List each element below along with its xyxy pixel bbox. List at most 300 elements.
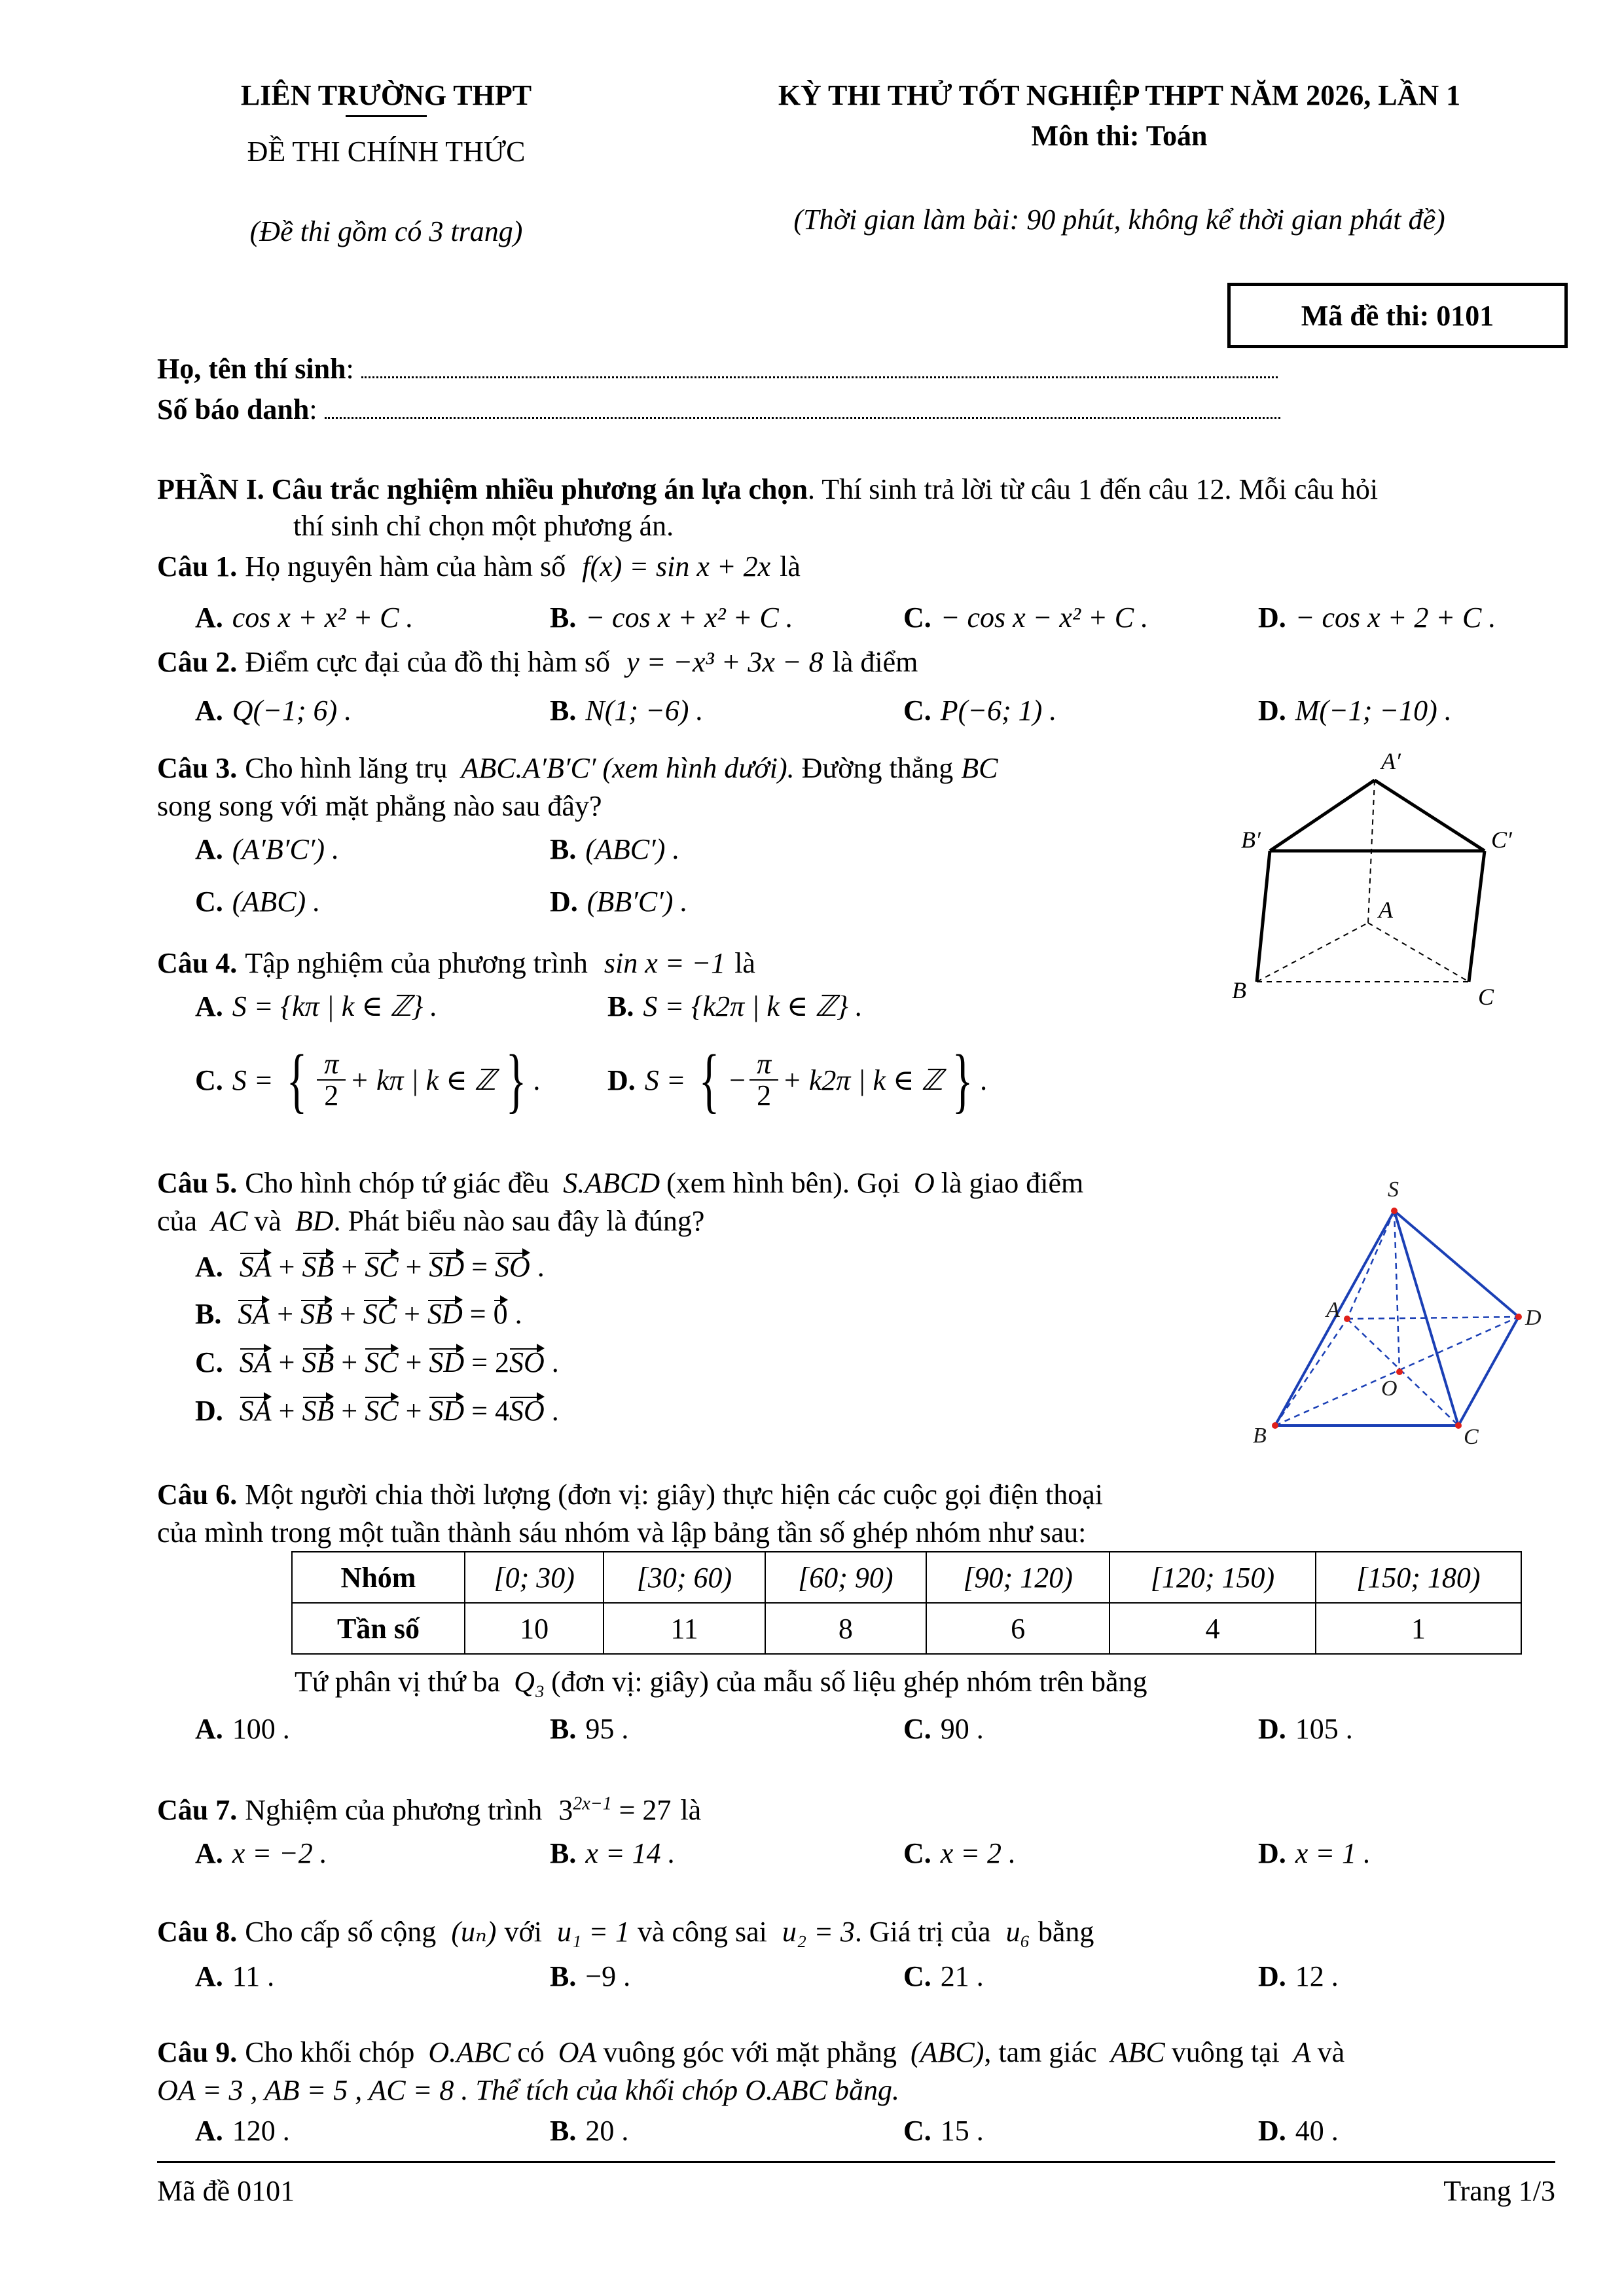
- q9-text: Cho khối chóp: [245, 2036, 415, 2068]
- q1-tail: là: [780, 550, 801, 583]
- option-label: B.: [550, 1837, 577, 1869]
- vector-sa: SA: [239, 1395, 272, 1427]
- q5-option-d[interactable]: [195, 1394, 559, 1427]
- option-label: C.: [195, 1346, 223, 1378]
- q9-expr4: ABC: [1110, 2036, 1165, 2068]
- q6-stem: [157, 1478, 1103, 1511]
- q9-expr: O.ABC: [428, 2036, 511, 2068]
- official-label: ĐỀ THI CHÍNH THỨC: [247, 135, 526, 168]
- plus: +: [404, 1298, 420, 1330]
- q7-stem: [157, 1793, 701, 1827]
- fraction-num: π: [757, 1047, 772, 1080]
- option-label: A.: [195, 601, 223, 634]
- vector-sb: SB: [302, 1346, 334, 1378]
- footer-divider: [157, 2161, 1555, 2163]
- option-text: − cos x + x² + C .: [585, 601, 793, 634]
- option-text: P(−6; 1) .: [940, 694, 1057, 726]
- edge-ab: [1257, 923, 1368, 982]
- q9-expr2: OA: [558, 2036, 597, 2068]
- fraction-num: π: [324, 1047, 339, 1080]
- dot: .: [551, 1346, 559, 1378]
- table-cell: 1: [1316, 1603, 1521, 1654]
- plus: +: [405, 1251, 422, 1283]
- option-text: 95 .: [585, 1713, 629, 1745]
- option-label: A.: [195, 990, 223, 1022]
- brace-close: }: [505, 1039, 526, 1120]
- q4-option-d[interactable]: [607, 1034, 987, 1126]
- table-header-frequency: Tần số: [292, 1603, 465, 1654]
- q5-text: Cho hình chóp tứ giác đều: [245, 1167, 550, 1199]
- q4-text: Tập nghiệm của phương trình: [245, 947, 588, 979]
- q8-option-a[interactable]: [195, 1960, 274, 1993]
- label-c: C: [1478, 984, 1494, 1010]
- q1-expr: f(x) = sin x + 2x: [582, 550, 771, 583]
- q8-text: Cho cấp số cộng: [245, 1916, 437, 1948]
- edge-so: [1394, 1211, 1399, 1372]
- q8-stem: [157, 1915, 1094, 1948]
- q8-text3: và công sai: [637, 1916, 767, 1948]
- label-b: B: [1253, 1424, 1267, 1448]
- q8-expr2: u₁ = 1: [556, 1916, 630, 1948]
- option-label: D.: [1258, 1960, 1286, 1992]
- edge-bb1: [1257, 851, 1270, 982]
- q4-tail: là: [734, 947, 755, 979]
- q9-tail: và: [1317, 2036, 1345, 2068]
- footer-code: Mã đề 0101: [157, 2175, 295, 2207]
- option-text: S =: [644, 1064, 686, 1096]
- brace-open: {: [699, 1039, 720, 1120]
- q5-expr2: O: [913, 1167, 935, 1199]
- vector-sb: SB: [302, 1395, 334, 1427]
- option-label: B.: [550, 601, 577, 634]
- plus: +: [277, 1298, 294, 1330]
- dot: .: [537, 1251, 545, 1283]
- q5-label: Câu 5.: [157, 1167, 238, 1199]
- option-text: N(1; −6) .: [585, 694, 704, 726]
- q5-line2d: BD: [295, 1205, 334, 1237]
- label-b1: B′: [1241, 827, 1261, 853]
- label-a1: A′: [1381, 748, 1401, 774]
- option-text: + k2π | k ∈ ℤ: [782, 1064, 943, 1096]
- q7-option-c[interactable]: [903, 1837, 1016, 1870]
- q5-stem: [157, 1166, 1083, 1200]
- vertex-c: [1455, 1422, 1462, 1429]
- q7-expr-rest: = 27: [619, 1794, 672, 1826]
- coefficient: 2: [495, 1346, 510, 1378]
- brace-close: }: [952, 1039, 973, 1120]
- q9-line2: OA = 3 , AB = 5 , AC = 8 . Thể tích của khối chóp O.ABC bằng.: [157, 2074, 899, 2106]
- q3-option-b[interactable]: [550, 833, 679, 866]
- option-text: −9 .: [585, 1960, 631, 1992]
- option-label: A.: [195, 2115, 223, 2147]
- option-label: D.: [1258, 1837, 1286, 1869]
- q8-option-c[interactable]: [903, 1960, 984, 1993]
- option-label: B.: [550, 2115, 577, 2147]
- option-label: C.: [903, 694, 931, 726]
- label-a: A: [1379, 897, 1393, 923]
- q1-option-d[interactable]: [1258, 601, 1496, 634]
- vertex-o: [1396, 1369, 1403, 1375]
- option-label: B.: [550, 694, 577, 726]
- table-cell: [30; 60): [604, 1552, 765, 1603]
- option-text: S =: [232, 1064, 274, 1096]
- candidate-name-field[interactable]: [361, 371, 1278, 378]
- q2-option-b[interactable]: [550, 694, 703, 727]
- q3-label: Câu 3.: [157, 752, 238, 784]
- option-text: x = 14 .: [585, 1837, 676, 1869]
- q5-line2c: và: [254, 1205, 281, 1237]
- option-label: C.: [195, 1064, 223, 1096]
- option-label: A.: [195, 694, 223, 726]
- q4-stem: [157, 946, 755, 980]
- candidate-id-field[interactable]: [325, 412, 1280, 419]
- q6-option-a[interactable]: [195, 1712, 290, 1746]
- q9-option-b[interactable]: [550, 2114, 628, 2147]
- vector-sa: SA: [239, 1251, 272, 1283]
- option-text: 20 .: [585, 2115, 629, 2147]
- q5-option-a[interactable]: [195, 1250, 545, 1283]
- vertex-s: [1391, 1208, 1398, 1214]
- label-c: C: [1464, 1425, 1479, 1449]
- option-text: x = 1 .: [1295, 1837, 1371, 1869]
- q9-label: Câu 9.: [157, 2036, 238, 2068]
- q4-option-c[interactable]: [195, 1034, 540, 1126]
- q2-stem: [157, 645, 918, 679]
- option-text: 12 .: [1295, 1960, 1339, 1992]
- plus: +: [341, 1395, 358, 1427]
- option-label: D.: [1258, 601, 1286, 634]
- colon: :: [309, 393, 317, 425]
- candidate-id-line: [157, 393, 1280, 426]
- option-label: C.: [903, 1960, 931, 1992]
- option-text: − cos x + 2 + C .: [1295, 601, 1496, 634]
- option-label: A.: [195, 1960, 223, 1992]
- q6-line2: của mình trong một tuần thành sáu nhóm và lập bảng tần số ghép nhóm như sau:: [157, 1516, 1087, 1549]
- q1-text: Họ nguyên hàm của hàm số: [245, 550, 566, 583]
- q5-line2e: . Phát biểu nào sau đây là đúng?: [333, 1205, 705, 1237]
- table-cell: 8: [765, 1603, 926, 1654]
- option-label: A.: [195, 1251, 223, 1283]
- q4-option-b[interactable]: [607, 990, 863, 1023]
- q4-label: Câu 4.: [157, 947, 238, 979]
- q5-text2: (xem hình bên). Gọi: [666, 1167, 900, 1199]
- q2-option-d[interactable]: [1258, 694, 1452, 727]
- q8-expr4: u₆: [1005, 1916, 1030, 1948]
- table-cell: 11: [604, 1603, 765, 1654]
- equals: =: [471, 1251, 488, 1283]
- table-cell: [0; 30): [465, 1552, 604, 1603]
- q2-expr: y = −x³ + 3x − 8: [626, 646, 823, 678]
- option-text: cos x + x² + C .: [232, 601, 414, 634]
- table-row: [292, 1552, 1521, 1603]
- option-text: 100 .: [232, 1713, 290, 1745]
- vertex-a: [1344, 1316, 1350, 1322]
- q8-option-b[interactable]: [550, 1960, 630, 1993]
- option-label: D.: [195, 1395, 223, 1427]
- q5-line2: [157, 1204, 704, 1238]
- option-text: (ABC) .: [232, 886, 321, 918]
- option-label: D.: [1258, 1713, 1286, 1745]
- vector-so: SO: [509, 1346, 545, 1378]
- q1-option-a[interactable]: [195, 601, 413, 634]
- plus: +: [278, 1395, 295, 1427]
- option-text: (BB′C′) .: [586, 886, 688, 918]
- plus: +: [405, 1395, 422, 1427]
- q7-option-d[interactable]: [1258, 1837, 1371, 1870]
- option-text: (A′B′C′) .: [232, 833, 340, 865]
- vector-sa: SA: [239, 1346, 272, 1378]
- option-label: A.: [195, 1837, 223, 1869]
- q3-expr: ABC.A′B′C′: [461, 752, 596, 784]
- pages-note: (Đề thi gồm có 3 trang): [249, 215, 523, 247]
- edge-cd: [1458, 1317, 1519, 1426]
- q8-text2: với: [504, 1916, 542, 1948]
- table-cell: 10: [465, 1603, 604, 1654]
- table-cell: [150; 180): [1316, 1552, 1521, 1603]
- equals: =: [469, 1298, 486, 1330]
- exam-title: KỲ THI THỬ TỐT NGHIỆP THPT NĂM 2026, LẦN 1: [778, 79, 1461, 111]
- frequency-table: [291, 1551, 1522, 1655]
- q6-option-b[interactable]: [550, 1712, 628, 1746]
- minus-sign: −: [729, 1064, 746, 1096]
- footer-page: Trang 1/3: [1443, 2175, 1555, 2207]
- prism-figure: [1218, 746, 1558, 1021]
- q3-expr2: BC: [961, 752, 998, 784]
- vertex-b: [1272, 1422, 1278, 1429]
- edge-a1b1: [1270, 780, 1375, 851]
- option-label: C.: [903, 601, 931, 634]
- label-b: B: [1232, 977, 1246, 1003]
- option-label: B.: [550, 1960, 577, 1992]
- prism-edges: [1257, 780, 1485, 982]
- q9-stem: [157, 2036, 1344, 2069]
- option-label: C.: [195, 886, 223, 918]
- dot: .: [980, 1064, 988, 1096]
- q4-expr: sin x = −1: [604, 947, 726, 979]
- q3-option-d[interactable]: [550, 885, 687, 918]
- part1-title: PHẦN I. Câu trắc nghiệm nhiều phương án lựa chọn: [157, 473, 808, 505]
- subject: Môn thi: Toán: [1031, 120, 1208, 152]
- option-text: Q(−1; 6) .: [232, 694, 352, 726]
- q6-option-d[interactable]: [1258, 1712, 1353, 1746]
- option-text: x = −2 .: [232, 1837, 327, 1869]
- edge-cc1: [1469, 851, 1485, 982]
- option-label: D.: [607, 1064, 636, 1096]
- q2-label: Câu 2.: [157, 646, 238, 678]
- q3-text3: Đường thẳng: [801, 752, 954, 784]
- option-text: M(−1; −10) .: [1295, 694, 1452, 726]
- q6-label: Câu 6.: [157, 1479, 238, 1511]
- vector-sa: SA: [238, 1298, 270, 1330]
- edge-sa: [1347, 1211, 1394, 1319]
- option-text: 21 .: [940, 1960, 984, 1992]
- q3-option-c[interactable]: [195, 885, 320, 918]
- q4-option-a[interactable]: [195, 990, 437, 1023]
- q6-option-c[interactable]: [903, 1712, 984, 1746]
- edge-ad: [1347, 1317, 1519, 1319]
- q7-expr-exp: 2x−1: [573, 1793, 612, 1814]
- table-header-group: Nhóm: [292, 1552, 465, 1603]
- q9-text5: vuông tại: [1171, 2036, 1280, 2068]
- q8-text4: . Giá trị của: [854, 1916, 991, 1948]
- option-text: 105 .: [1295, 1713, 1353, 1745]
- q5-option-c[interactable]: [195, 1346, 559, 1379]
- q2-option-c[interactable]: [903, 694, 1056, 727]
- vector-sc: SC: [365, 1251, 399, 1283]
- option-text: x = 2 .: [940, 1837, 1017, 1869]
- option-label: B.: [607, 990, 634, 1022]
- time-note: (Thời gian làm bài: 90 phút, không kể thời gian phát đề): [793, 204, 1445, 236]
- candidate-id-label: Số báo danh: [157, 393, 310, 425]
- plus: +: [341, 1346, 358, 1378]
- q9-expr5: A: [1293, 2036, 1311, 2068]
- exam-code-box: [1227, 283, 1568, 348]
- fraction: [317, 1049, 346, 1111]
- q5-expr: S.ABCD: [563, 1167, 660, 1199]
- q6-line3c: (đơn vị: giây) của mẫu số liệu ghép nhóm trên bằng: [551, 1666, 1147, 1698]
- q1-stem: [157, 550, 801, 583]
- colon: :: [346, 353, 354, 385]
- q8-label: Câu 8.: [157, 1916, 238, 1948]
- option-text: 15 .: [940, 2115, 984, 2147]
- dot: .: [533, 1064, 541, 1096]
- q8-expr: (uₙ): [451, 1916, 497, 1948]
- dot: .: [551, 1395, 559, 1427]
- q5-option-b[interactable]: [195, 1297, 522, 1331]
- vector-sb: SB: [300, 1298, 333, 1330]
- candidate-name-line: [157, 352, 1278, 386]
- option-label: A.: [195, 1713, 223, 1745]
- part1-line1: [157, 473, 1378, 506]
- q9-text3: vuông góc với mặt phẳng: [603, 2036, 897, 2068]
- q3-line2: song song với mặt phẳng nào sau đây?: [157, 790, 602, 822]
- q9-text2: có: [517, 2036, 545, 2068]
- option-label: B.: [550, 833, 577, 865]
- part1-instruction: . Thí sinh trả lời từ câu 1 đến câu 12. Mỗi câu hỏi: [808, 473, 1379, 505]
- vector-sd: SD: [429, 1346, 465, 1378]
- q9-text4: , tam giác: [984, 2036, 1097, 2068]
- edge-ab: [1275, 1319, 1347, 1426]
- q2-option-a[interactable]: [195, 694, 352, 727]
- option-label: B.: [550, 1713, 577, 1745]
- vector-sd: SD: [429, 1251, 465, 1283]
- plus: +: [341, 1251, 358, 1283]
- q5-text3: là giao điểm: [941, 1167, 1084, 1199]
- q9-option-a[interactable]: [195, 2114, 290, 2147]
- table-cell: [90; 120): [926, 1552, 1110, 1603]
- fraction-den: 2: [757, 1079, 772, 1111]
- q7-option-a[interactable]: [195, 1837, 327, 1870]
- fraction-den: 2: [324, 1079, 339, 1111]
- vector-sb: SB: [302, 1251, 334, 1283]
- q7-label: Câu 7.: [157, 1794, 238, 1826]
- option-label: B.: [195, 1298, 222, 1330]
- q7-option-b[interactable]: [550, 1837, 676, 1870]
- coefficient: 4: [495, 1395, 510, 1427]
- q6-line3a: Tứ phân vị thứ ba: [295, 1666, 501, 1698]
- plus: +: [405, 1346, 422, 1378]
- q3-option-a[interactable]: [195, 833, 339, 866]
- vector-sd: SD: [427, 1298, 463, 1330]
- option-label: D.: [550, 886, 578, 918]
- option-text: S = {k2π | k ∈ ℤ} .: [643, 990, 863, 1022]
- vector-sc: SC: [365, 1395, 399, 1427]
- edge-a1c1: [1375, 780, 1485, 851]
- table-row: [292, 1603, 1521, 1654]
- q1-option-b[interactable]: [550, 601, 793, 634]
- pyramid-figure: [1244, 1178, 1558, 1453]
- option-text: (ABC′) .: [585, 833, 680, 865]
- q7-expr-base: 3: [558, 1794, 573, 1826]
- exam-code: Mã đề thi: 0101: [1301, 299, 1494, 332]
- q3-text2: (xem hình dưới).: [602, 752, 795, 784]
- option-label: D.: [1258, 694, 1286, 726]
- option-text: 11 .: [232, 1960, 275, 1992]
- q7-text: Nghiệm của phương trình: [245, 1794, 543, 1826]
- q9-option-c[interactable]: [903, 2114, 984, 2147]
- q8-tail: bằng: [1038, 1916, 1094, 1948]
- option-text: 90 .: [940, 1713, 984, 1745]
- q9-option-d[interactable]: [1258, 2114, 1339, 2147]
- label-a: A: [1326, 1298, 1340, 1322]
- q1-label: Câu 1.: [157, 550, 238, 583]
- table-cell: 4: [1110, 1603, 1315, 1654]
- q6-line3b: Q₃: [514, 1666, 545, 1698]
- q5-line2a: của: [157, 1205, 198, 1237]
- label-o: O: [1381, 1376, 1398, 1401]
- q2-tail: là điểm: [832, 646, 918, 678]
- option-label: A.: [195, 833, 223, 865]
- q6-line3: [295, 1665, 1147, 1698]
- label-c1: C′: [1491, 827, 1512, 853]
- vector-so: SO: [495, 1251, 530, 1283]
- q8-option-d[interactable]: [1258, 1960, 1339, 1993]
- q3-stem: [157, 751, 998, 785]
- vector-zero: 0: [493, 1298, 508, 1330]
- option-text: + kπ | k ∈ ℤ: [350, 1064, 496, 1096]
- brace-open: {: [287, 1039, 308, 1120]
- vector-sd: SD: [429, 1395, 465, 1427]
- table-cell: 6: [926, 1603, 1110, 1654]
- option-label: D.: [1258, 2115, 1286, 2147]
- q7-tail: là: [680, 1794, 702, 1826]
- edge-ac: [1368, 923, 1469, 982]
- option-text: − cos x − x² + C .: [940, 601, 1149, 634]
- candidate-name-label: Họ, tên thí sinh: [157, 353, 346, 385]
- q5-line2b: AC: [211, 1205, 248, 1237]
- q3-text: Cho hình lăng trụ: [245, 752, 448, 784]
- option-label: C.: [903, 1713, 931, 1745]
- q9-expr3: (ABC): [910, 2036, 984, 2068]
- option-label: C.: [903, 2115, 931, 2147]
- option-label: C.: [903, 1837, 931, 1869]
- option-text: 120 .: [232, 2115, 290, 2147]
- equals: =: [471, 1346, 488, 1378]
- vector-so: SO: [509, 1395, 545, 1427]
- q2-text: Điểm cực đại của đồ thị hàm số: [245, 646, 611, 678]
- vector-sc: SC: [363, 1298, 397, 1330]
- q8-expr3: u₂ = 3: [782, 1916, 855, 1948]
- vertex-d: [1515, 1314, 1522, 1320]
- option-text: 40 .: [1295, 2115, 1339, 2147]
- option-text: S = {kπ | k ∈ ℤ} .: [232, 990, 438, 1022]
- label-d: D: [1525, 1306, 1542, 1330]
- q1-option-c[interactable]: [903, 601, 1148, 634]
- school-name: LIÊN TRƯỜNG THPT: [240, 79, 532, 111]
- q6-line1: Một người chia thời lượng (đơn vị: giây) thực hiện các cuộc gọi điện thoại: [245, 1479, 1104, 1511]
- table-cell: [120; 150): [1110, 1552, 1315, 1603]
- plus: +: [278, 1346, 295, 1378]
